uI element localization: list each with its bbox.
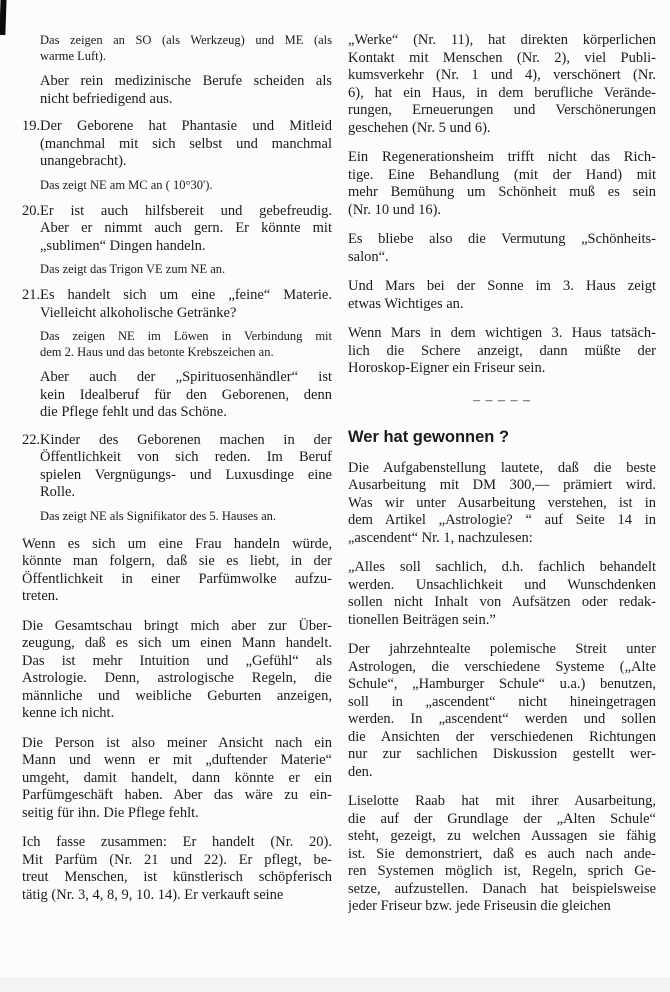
text-line: Öffentlichkeit in einer Parfümwolke aufzu- xyxy=(22,570,332,587)
text-line: Mann und wenn er mit „duftender Materie“ xyxy=(22,752,332,768)
left-column xyxy=(22,32,332,904)
paragraph xyxy=(40,73,332,108)
paragraph xyxy=(348,231,656,266)
two-column-text-layout xyxy=(22,32,656,916)
text-line: „ascendent“ Nr. 1, nachzulesen: xyxy=(348,529,533,546)
text-line: den. xyxy=(348,763,373,780)
text-line: Wenn Mars in dem wichtigen 3. Haus tatsäch- xyxy=(348,325,656,341)
text-line: Die Person ist also meiner Ansicht nach ein xyxy=(22,734,332,751)
text-line: sollen nicht Inhalt von Aufsätzen oder redak- xyxy=(348,594,656,610)
numbered-item xyxy=(22,203,332,256)
text-line: umgeht, damit handelt, dann könnte er ein xyxy=(22,769,332,786)
text-line: Schule“, „Hamburger Schule“ u.a.) benutzen, xyxy=(348,676,656,692)
numbered-item xyxy=(22,118,332,171)
text-line: Und Mars bei der Sonne im 3. Haus zeigt xyxy=(348,278,656,294)
text-line: Was wir unter Ausarbeitung verstehen, ist in xyxy=(348,494,656,511)
text-line: könnte man folgern, daß sie es liebt, in der xyxy=(22,553,332,569)
text-line: „sublimen“ Dingen handeln. xyxy=(40,237,206,254)
text-line: tionellen Beiträgen sein.” xyxy=(348,611,496,628)
annotation-note xyxy=(40,177,332,193)
text-line: Das zeigt NE am MC an ( 10°30'). xyxy=(40,177,213,192)
text-line: Das zeigen an SO (als Werkzeug) und ME (als xyxy=(40,33,332,47)
text-line: Der Geborene hat Phantasie und Mitleid xyxy=(40,118,332,134)
text-line: Aber auch der „Spirituosenhändler“ ist xyxy=(40,369,332,385)
text-line: Es handelt sich um eine „feine“ Materie. xyxy=(40,287,332,303)
text-line: Liselotte Raab hat mit ihrer Ausarbeitung, xyxy=(348,793,656,809)
text-line: Parfümgeschäft haben. Aber das wäre zu ein- xyxy=(22,787,332,803)
text-line: warme Luft). xyxy=(40,49,106,63)
text-line: treut Menschen, ist künstlerisch schöpferisch xyxy=(22,869,332,885)
annotation-note xyxy=(40,328,332,360)
text-line: werden. Unsachlichkeit und Wunschdenken xyxy=(348,576,656,593)
text-line: treten. xyxy=(22,588,59,604)
text-line: 6), hat ein Haus, in dem berufliche Verände- xyxy=(348,84,656,101)
paragraph xyxy=(348,793,656,916)
text-line: kumsverkehr (Nr. 1 und 4), verschönert (Nr. xyxy=(348,67,656,83)
text-line: Aber er nimmt auch gern. Er könnte mit xyxy=(40,220,332,236)
paragraph xyxy=(348,641,656,781)
text-line: die Ansichten der verschiedenen Richtungen xyxy=(348,728,656,745)
text-line: zeugung, daß es sich um einen Mann handelt. xyxy=(22,635,332,651)
text-line: dem Artikel „Astrologie? “ auf Seite 14 in xyxy=(348,512,656,528)
text-line: Es bliebe also die Vermutung „Schönheits- xyxy=(348,231,656,247)
paragraph xyxy=(40,369,332,422)
text-line: Wenn es sich um eine Frau handeln würde, xyxy=(22,535,332,552)
text-line: ren Systemen möglich ist, Regeln, sprich Ge- xyxy=(348,863,656,879)
text-line: Aber rein medizinische Berufe scheiden als xyxy=(40,73,332,89)
text-line: männliche und weibliche Geburten anzeigen, xyxy=(22,687,332,704)
text-line: Mit Parfüm (Nr. 21 und 22). Er pflegt, be- xyxy=(22,851,332,868)
paragraph xyxy=(348,460,656,548)
text-line: salon“. xyxy=(348,248,389,265)
text-line: Ich fasse zusammen: Er handelt (Nr. 20). xyxy=(22,834,332,850)
text-line: Ausarbeitung mit DM 300,— prämiert wird. xyxy=(348,477,656,493)
text-line: Kontakt mit Menschen (Nr. 2), viel Publi- xyxy=(348,49,656,66)
text-line: Kinder des Geborenen machen in der xyxy=(40,431,332,448)
text-line: tätig (Nr. 3, 4, 8, 9, 10. 14). Er verkauft seine xyxy=(22,886,284,903)
text-line: Die Gesamtschau bringt mich aber zur Über- xyxy=(22,617,332,634)
text-line: Das ist mehr Intuition und „Gefühl“ als xyxy=(22,652,332,669)
text-line: tige. Eine Behandlung (mit der Hand) mit xyxy=(348,166,656,183)
paragraph xyxy=(22,536,332,606)
text-line: spielen Vergnügungs- und Luxusdinge eine xyxy=(40,466,332,483)
paragraph xyxy=(348,32,656,137)
item-number: 19. xyxy=(22,118,41,134)
scan-edge-mark xyxy=(0,0,7,35)
text-line: Ein Regenerationsheim trifft nicht das Rich- xyxy=(348,149,656,165)
annotation-note xyxy=(40,32,332,64)
text-line: (Nr. 10 und 16). xyxy=(348,201,442,218)
numbered-item xyxy=(22,287,332,322)
paragraph xyxy=(22,834,332,904)
text-line: die auf der Grundlage der „Alten Schule“ xyxy=(348,810,656,827)
right-column xyxy=(348,32,656,916)
text-line: rungen, Erneuerungen und Verschönerungen xyxy=(348,102,656,118)
annotation-note xyxy=(40,261,332,277)
text-line: lich die Schere anzeigt, dann müßte der xyxy=(348,342,656,359)
numbered-item xyxy=(22,432,332,502)
text-line: jeder Friseur bzw. jede Friseusin die gleichen xyxy=(348,898,611,914)
scan-edge-strip xyxy=(0,977,670,992)
text-line: Astrologie. Denn, astrologische Regeln, die xyxy=(22,670,332,686)
text-line: Er ist auch hilfsbereit und gebefreudig. xyxy=(40,202,332,219)
paragraph xyxy=(348,559,656,629)
text-line: „Werke“ (Nr. 11), hat direkten körperlichen xyxy=(348,32,656,48)
item-number: 21. xyxy=(22,287,41,303)
text-line: Das zeigt NE als Signifikator des 5. Hauses an. xyxy=(40,508,277,523)
text-line: kein Idealberuf für den Geborenen, denn xyxy=(40,386,332,403)
text-line: kenne ich nicht. xyxy=(22,705,115,721)
text-line: werden. In „ascendent“ werden und sollen xyxy=(348,711,656,727)
text-line: (manchmal mit sich selbst und manchmal xyxy=(40,135,332,152)
text-line: Astrologen, die verschiedene Systeme („Alte xyxy=(348,658,656,675)
paragraph xyxy=(22,735,332,823)
text-line: „Alles soll sachlich, d.h. fachlich behandelt xyxy=(348,559,656,575)
text-line: geschehen (Nr. 5 und 6). xyxy=(348,119,491,136)
paragraph xyxy=(348,149,656,219)
text-line: dem 2. Haus und das betonte Krebszeichen an. xyxy=(40,345,274,359)
text-line: nicht befriedigend aus. xyxy=(40,90,173,107)
text-line: steht, gezeigt, zu welchen Aussagen sie fähig xyxy=(348,828,656,844)
text-line: Das zeigen NE im Löwen in Verbindung mit xyxy=(40,329,332,343)
annotation-note xyxy=(40,508,332,524)
text-line: Horoskop-Eigner ein Friseur sein. xyxy=(348,360,546,376)
text-line: ist. Sie demonstriert, daß es auch nach ande- xyxy=(348,845,656,862)
item-number: 22. xyxy=(22,431,41,448)
text-line: unangebracht). xyxy=(40,153,127,169)
text-line: Die Aufgabenstellung lautete, daß die beste xyxy=(348,459,656,476)
text-line: nur zur sachlichen Diskussion gestellt wer- xyxy=(348,746,656,762)
text-line: soll in „ascendent“ nicht hineingetragen xyxy=(348,693,656,710)
text-line: Öffentlichkeit von sich reden. Im Beruf xyxy=(40,449,332,465)
text-line: Das zeigt das Trigon VE zum NE an. xyxy=(40,262,226,276)
text-line: Rolle. xyxy=(40,484,76,500)
paragraph xyxy=(348,278,656,313)
text-line: seitig für ihn. Die Pflege fehlt. xyxy=(22,804,199,821)
paragraph xyxy=(22,618,332,723)
paragraph xyxy=(348,325,656,378)
section-heading: Wer hat gewonnen ? xyxy=(348,427,510,446)
text-line: etwas Wichtiges an. xyxy=(348,295,464,312)
dashed-divider: – – – – – xyxy=(473,392,531,408)
text-line: Der jahrzehntealte polemische Streit unter xyxy=(348,641,656,657)
item-number: 20. xyxy=(22,202,41,219)
text-line: setze, aufzustellen. Danach hat beispielsweise xyxy=(348,880,656,897)
text-line: Vielleicht alkoholische Getränke? xyxy=(40,304,237,321)
text-line: mehr Bemühung um Schönheit muß es sein xyxy=(348,184,656,200)
text-line: die Pflege fehlt und das Schöne. xyxy=(40,404,227,420)
